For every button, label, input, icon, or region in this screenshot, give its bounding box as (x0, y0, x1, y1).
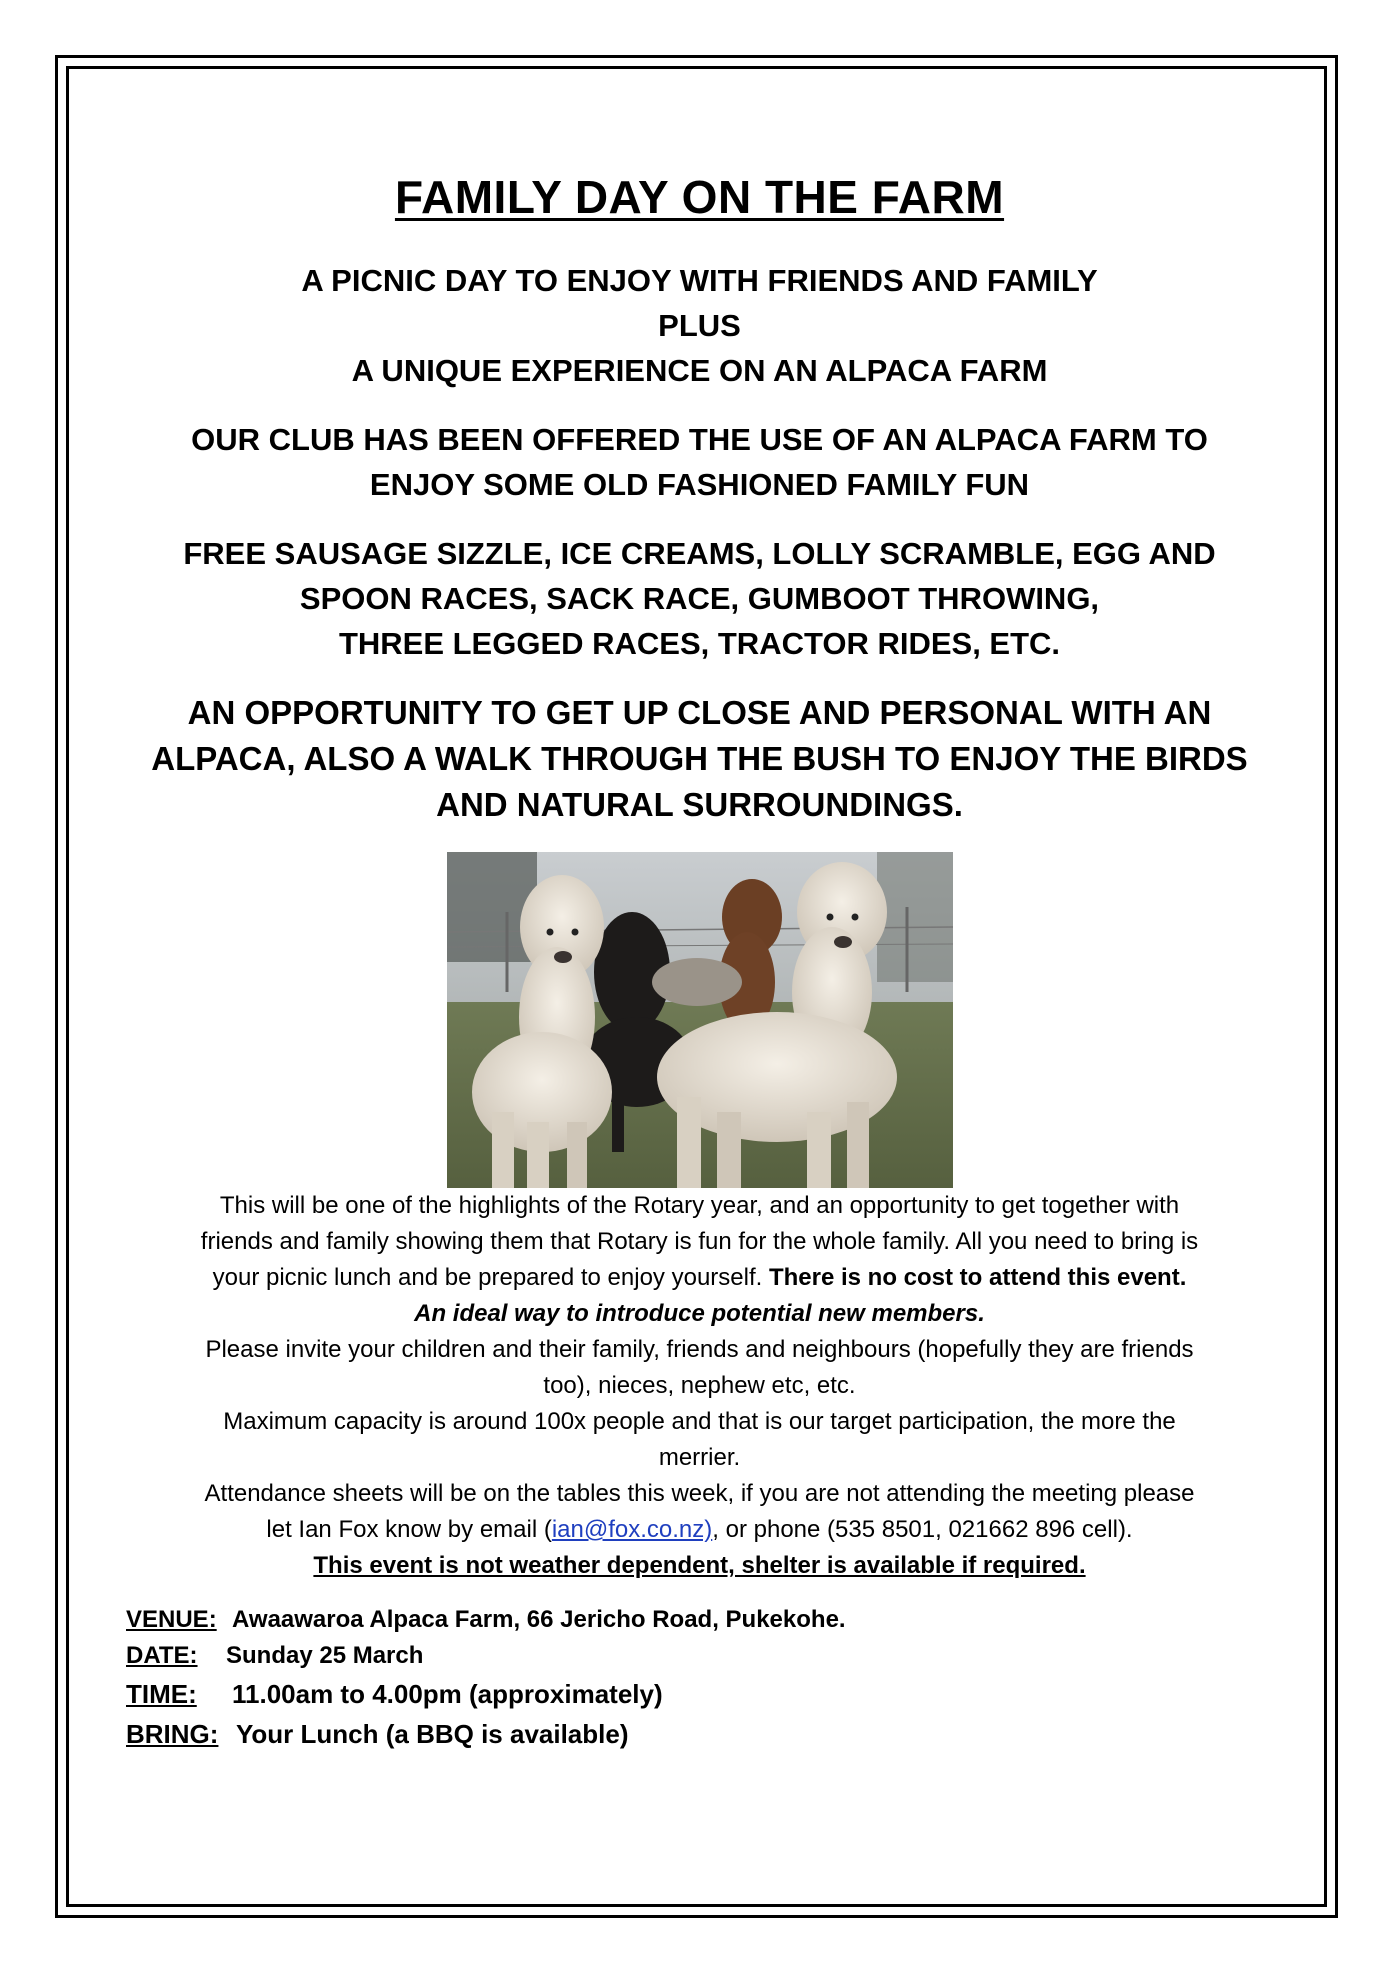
email-link[interactable]: ian@fox.co.nz) (551, 1516, 713, 1543)
club-line: OUR CLUB HAS BEEN OFFERED THE USE OF AN ALPACA FARM TO (191, 422, 1208, 457)
ideal-note: An ideal way to introduce potential new members. (414, 1300, 985, 1327)
capacity-line: merrier. (658, 1444, 741, 1471)
club-block (120, 417, 1279, 507)
subtitle-line: PLUS (658, 308, 741, 343)
event-details (120, 1602, 1279, 1754)
opportunity-line: AND NATURAL SURROUNDINGS. (436, 786, 963, 823)
subtitle-line: A PICNIC DAY TO ENJOY WITH FRIENDS AND FAMILY (301, 263, 1098, 298)
opportunity-block (120, 690, 1279, 828)
time-row (126, 1674, 1279, 1714)
venue-label: VENUE: (126, 1606, 217, 1633)
page-title: FAMILY DAY ON THE FARM (394, 171, 1005, 223)
venue-value: Awaawaroa Alpaca Farm, 66 Jericho Road, Pukekohe. (232, 1606, 846, 1633)
description (120, 1188, 1279, 1584)
capacity-line: Maximum capacity is around 100x people and that is our target participation, the more the (223, 1408, 1176, 1435)
description-line: friends and family showing them that Rotary is fun for the whole family. All you need to bring is (200, 1228, 1199, 1255)
subtitle-line: A UNIQUE EXPERIENCE ON AN ALPACA FARM (351, 353, 1048, 388)
weather-note: This event is not weather dependent, shelter is available if required. (313, 1552, 1086, 1579)
opportunity-line: AN OPPORTUNITY TO GET UP CLOSE AND PERSONAL WITH AN (187, 694, 1212, 731)
alpaca-photo (447, 852, 953, 1188)
subtitle-block (120, 258, 1279, 393)
activities-line: SPOON RACES, SACK RACE, GUMBOOT THROWING, (299, 581, 1100, 616)
opportunity-line: ALPACA, ALSO A WALK THROUGH THE BUSH TO ENJOY THE BIRDS (151, 740, 1248, 777)
attendance-text: , or phone (535 8501, 021662 896 cell). (712, 1516, 1133, 1543)
date-label: DATE: (126, 1642, 198, 1669)
time-value: 11.00am to 4.00pm (approximately) (232, 1679, 663, 1709)
no-cost-note: There is no cost to attend this event. (768, 1264, 1187, 1291)
bring-value: Your Lunch (a BBQ is available) (236, 1719, 629, 1749)
club-line: ENJOY SOME OLD FASHIONED FAMILY FUN (369, 467, 1030, 502)
activities-line: THREE LEGGED RACES, TRACTOR RIDES, ETC. (338, 626, 1061, 661)
bring-row (126, 1714, 1279, 1754)
activities-block (120, 531, 1279, 666)
date-value: Sunday 25 March (226, 1642, 424, 1669)
invite-line: too), nieces, nephew etc, etc. (543, 1372, 856, 1399)
flyer-content (120, 170, 1279, 1754)
time-label: TIME: (126, 1679, 197, 1709)
attendance-line: Attendance sheets will be on the tables this week, if you are not attending the meeting please (204, 1480, 1195, 1507)
description-line (120, 1260, 1279, 1296)
invite-line: Please invite your children and their family, friends and neighbours (hopefully they are friends (205, 1336, 1194, 1363)
attendance-line (120, 1512, 1279, 1548)
activities-line: FREE SAUSAGE SIZZLE, ICE CREAMS, LOLLY SCRAMBLE, EGG AND (183, 536, 1216, 571)
description-text: your picnic lunch and be prepared to enjoy yourself. (212, 1264, 769, 1291)
attendance-text: let Ian Fox know by email ( (266, 1516, 552, 1543)
date-row (126, 1638, 1279, 1674)
description-line: This will be one of the highlights of the Rotary year, and an opportunity to get together with (219, 1192, 1180, 1219)
venue-row (126, 1602, 1279, 1638)
bring-label: BRING: (126, 1719, 219, 1749)
